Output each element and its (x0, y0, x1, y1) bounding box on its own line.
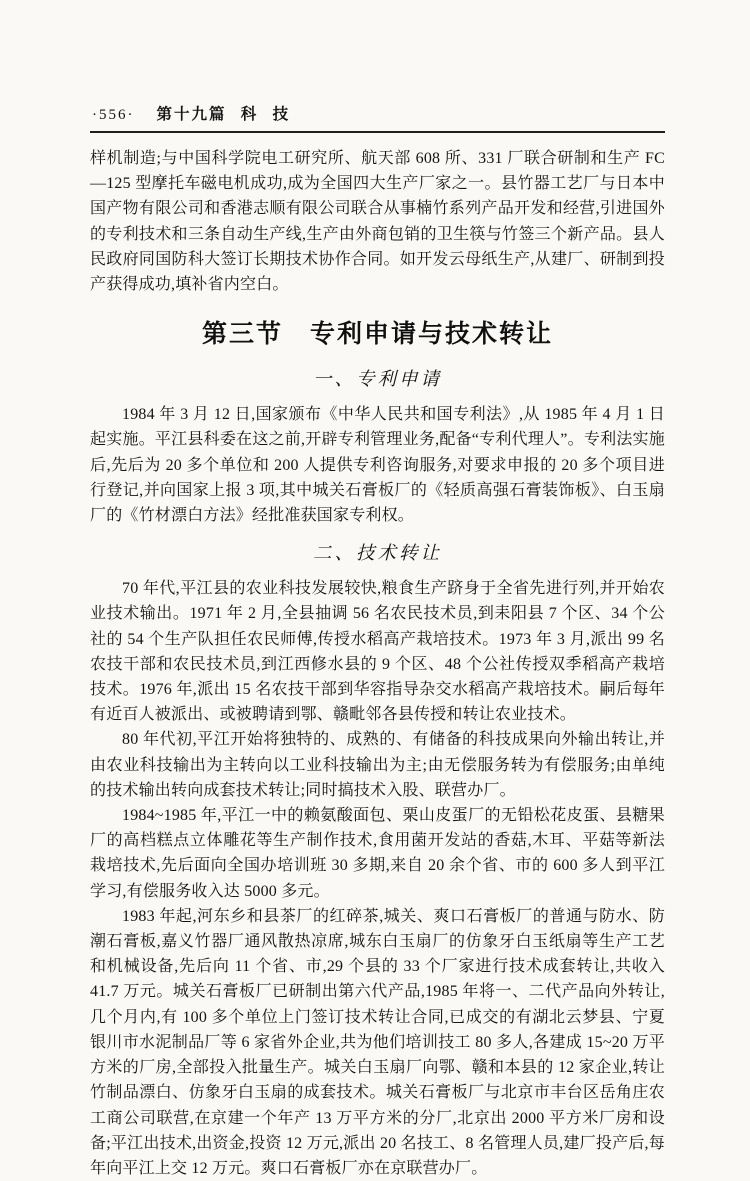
paragraph-tech-transfer-4: 1983 年起,河东乡和县茶厂的红碎茶,城关、爽口石膏板厂的普通与防水、防潮石膏板,嘉义竹器厂通风散热凉席,城东白玉扇厂的仿象牙白玉纸扇等生产工艺和机械设备,先后向 11 个省、市,29 个县的 33 个厂家进行技术成套转让,共收入 41.7 万元。城关石膏板厂已研制出第六代产品,1985 年将一、二代产品向外转让,几个月内,有 100 多个单位上门签订技术转让合同,已成交的有湖北云梦县、宁夏银川市水泥制品厂等 6 家省外企业,共为他们培训技工 80 多人,各建成 15~20 万平方米的厂房,全部投入批量生产。城关白玉扇厂向鄂、赣和本县的 12 家企业,转让竹制品漂白、仿象牙白玉扇的成套技术。城关石膏板厂与北京市丰台区岳角庄农工商公司联营,在京建一个年产 13 万平方米的分厂,北京出 2000 平方米厂房和设备;平江出技术,出资金,投资 12 万元,派出 20 名技工、8 名管理人员,建厂投产后,每年向平江上交 12 万元。爽口石膏板厂亦在京联营办厂。 (90, 907, 665, 1177)
running-title: 第十九篇 科 技 (156, 106, 291, 123)
page-number: ·556· (92, 107, 135, 123)
paragraph-tech-transfer-3: 1984~1985 年,平江一中的赖氨酸面包、栗山皮蛋厂的无铅松花皮蛋、县糖果厂的高档糕点立体雕花等生产制作技术,食用菌开发站的香菇,木耳、平菇等新法栽培技术,先后面向全国办培训班 30 多期,来自 20 余个省、市的 600 多人到平江学习,有偿服务收入达 5000 多元。 (90, 807, 665, 900)
continuation-paragraph: 样机制造;与中国科学院电工研究所、航天部 608 所、331 厂联合研制和生产 FC—125 型摩托车磁电机成功,成为全国四大生产厂家之一。县竹器工艺厂与日本中国产物有限公司和香港志顺有限公司联合从事楠竹系列产品开发和经营,引进国外的专利技术和三条自动生产线,生产由外商包销的卫生筷与竹签三个新产品。县人民政府同国防科大签订长期技术协作合同。如开发云母纸生产,从建厂、研制到投产获得成功,填补省内空白。 (90, 150, 665, 294)
paragraph-tech-transfer-2: 80 年代初,平江开始将独特的、成熟的、有储备的科技成果向外输出转让,并由农业科技输出为主转向以工业科技输出为主;由无偿服务转为有偿服务;由单纯的技术输出转向成套技术转让;同时搞技术入股、联营办厂。 (90, 731, 665, 799)
chapter-heading: 第三节 专利申请与技术转让 (201, 320, 553, 349)
page-body (90, 146, 665, 1181)
paragraph-tech-transfer-1: 70 年代,平江县的农业科技发展较快,粮食生产跻身于全省先进行列,并开始农业技术输出。1971 年 2 月,全县抽调 56 名农民技术员,到耒阳县 7 个区、34 个公社的 54 个生产队担任农民师傅,传授水稻高产栽培技术。1973 年 3 月,派出 99 名农技干部和农民技术员,到江西修水县的 9 个区、48 个公社传授双季稻高产栽培技术。1976 年,派出 15 名农技干部到华容指导杂交水稻高产栽培技术。嗣后每年有近百人被派出、或被聘请到鄂、赣毗邻各县传授和转让农业技术。 (90, 580, 665, 724)
header-rule (90, 131, 665, 133)
section-heading-patent-application: 一、专利申请 (312, 370, 442, 391)
section-heading-technology-transfer: 二、技术转让 (312, 544, 442, 565)
paragraph-patent-application: 1984 年 3 月 12 日,国家颁布《中华人民共和国专利法》,从 1985 年 4 月 1 日起实施。平江县科委在这之前,开辟专利管理业务,配备“专利代理人”。专利法实施后,先后为 20 多个单位和 200 人提供专利咨询服务,对要求申报的 20 多个项目进行登记,并向国家上报 3 项,其中城关石膏板厂的《轻质高强石膏装饰板》、白玉扇厂的《竹材漂白方法》经批准获国家专利权。 (90, 406, 665, 525)
page-header (90, 102, 665, 124)
